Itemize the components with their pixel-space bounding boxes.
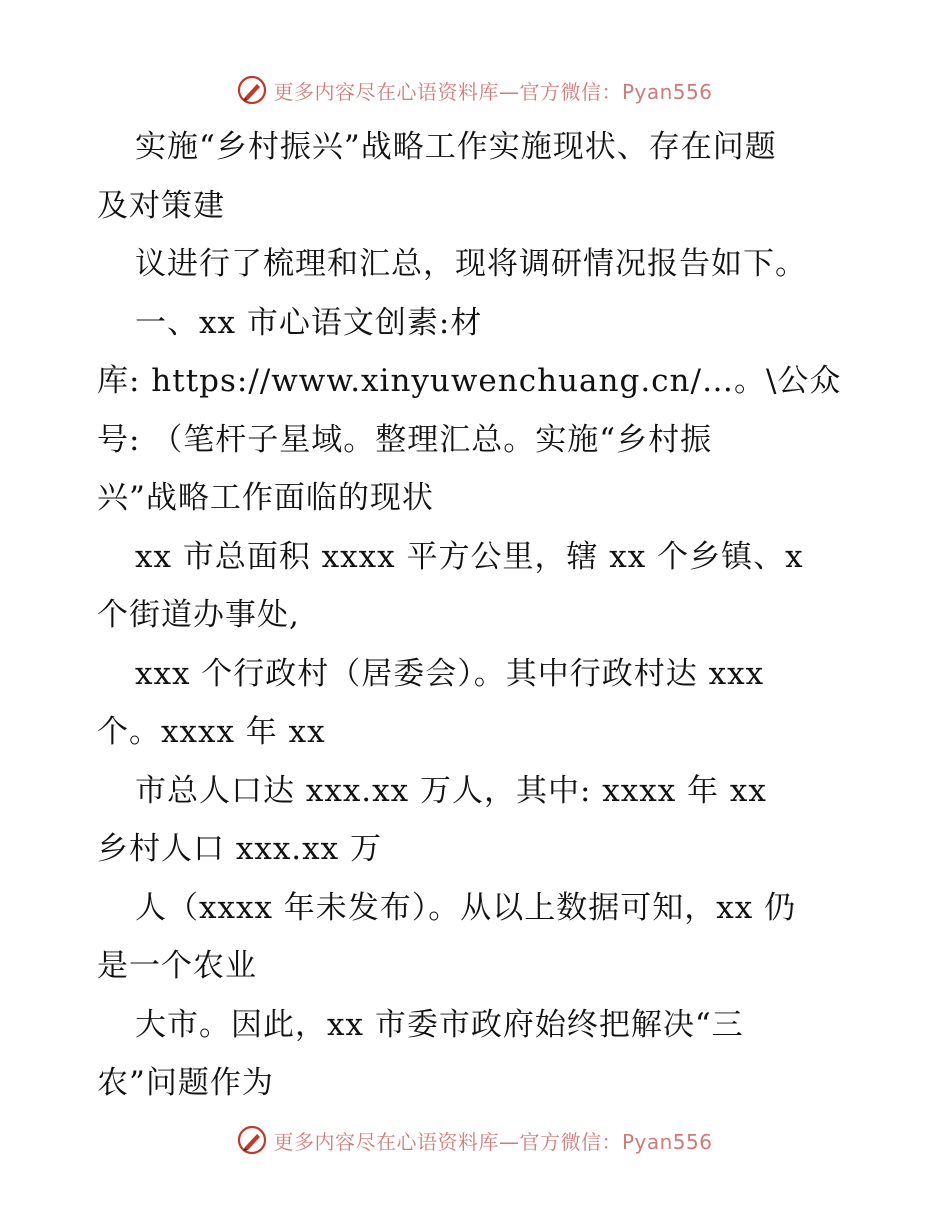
text-line: 实施“乡村振兴”战略工作实施现状、存在问题: [135, 129, 777, 165]
text-line: 乡村人口 xxx.xx 万: [97, 831, 382, 867]
text-line: xxx 个行政村（居委会）。其中行政村达 xxx: [135, 655, 765, 692]
text-line: 大市。因此，xx 市委市政府始终把解决“三: [135, 1006, 744, 1043]
text-line: 及对策建: [97, 187, 225, 224]
watermark-footer: [0, 1122, 950, 1158]
text-line: 号: （笔杆子星域。整理汇总。实施“乡村振: [97, 421, 713, 458]
text-line: 个。xxxx 年 xx: [97, 714, 326, 750]
text-line: 个街道办事处,: [97, 597, 300, 633]
pen-logo-icon: [237, 75, 267, 105]
text-line: 一、xx 市心语文创素:材: [135, 304, 483, 341]
text-line: 农”问题作为: [97, 1065, 274, 1101]
text-line: 兴”战略工作面临的现状: [97, 480, 434, 516]
text-line: 库: https://www.xinyuwenchuang.cn/…。\公众: [97, 363, 842, 399]
watermark-header: [0, 72, 950, 108]
watermark-text: 更多内容尽在心语资料库—官方微信：Pyan556: [273, 1129, 713, 1154]
text-line: xx 市总面积 xxxx 平方公里，辖 xx 个乡镇、x: [135, 538, 804, 575]
document-body: [97, 118, 857, 1113]
text-line: 市总人口达 xxx.xx 万人，其中: xxxx 年 xx: [135, 772, 767, 809]
pen-logo-icon: [237, 1125, 267, 1155]
watermark-text: 更多内容尽在心语资料库—官方微信：Pyan556: [273, 79, 713, 104]
text-line: 人（xxxx 年未发布）。从以上数据可知，xx 仍: [135, 889, 797, 926]
text-line: 是一个农业: [97, 948, 257, 984]
text-line: 议进行了梳理和汇总，现将调研情况报告如下。: [135, 246, 807, 282]
